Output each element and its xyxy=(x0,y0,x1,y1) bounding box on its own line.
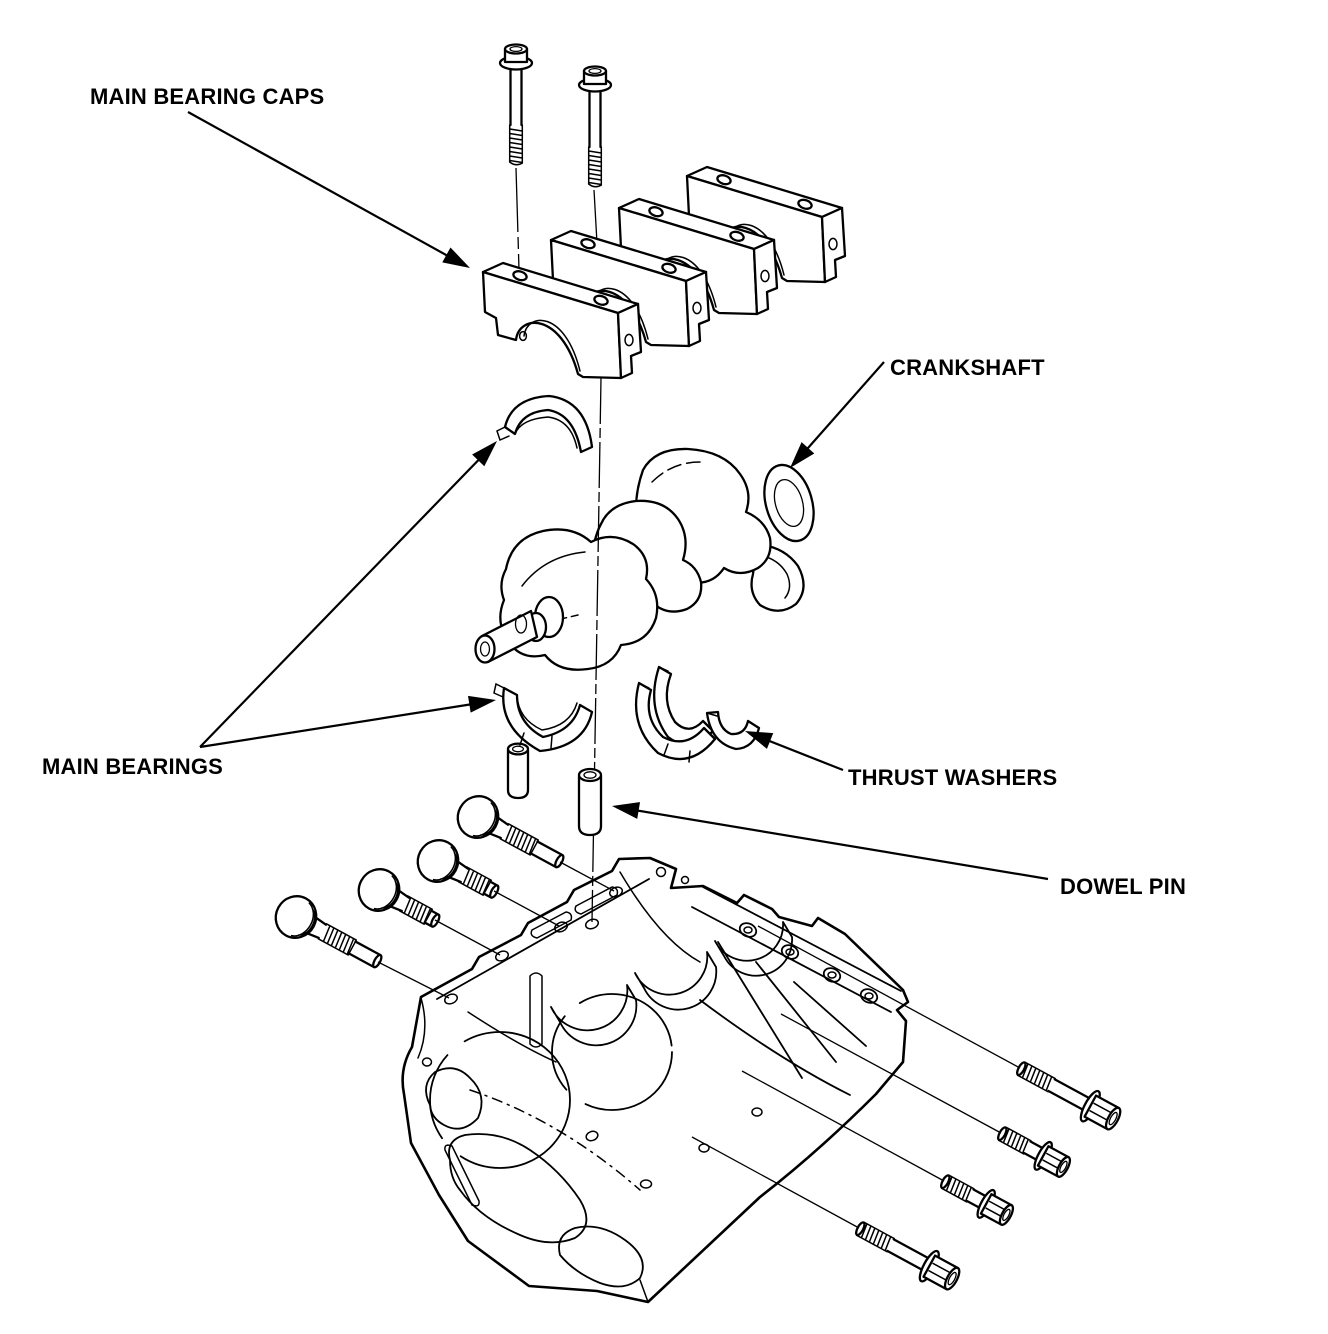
block-bolt-right-2 xyxy=(992,1119,1074,1183)
block-bolt-right-3 xyxy=(935,1167,1017,1231)
label-main-bearing-caps: MAIN BEARING CAPS xyxy=(90,84,325,109)
callout-arrows xyxy=(188,112,1048,879)
callout-labels xyxy=(42,84,1186,899)
block-bolt-right-1 xyxy=(1011,1052,1126,1135)
main-bearing-cap-bolt xyxy=(500,45,532,165)
crankshaft-illustration xyxy=(476,449,822,670)
label-dowel-pin: DOWEL PIN xyxy=(1060,874,1187,899)
main-bearing-upper-shell xyxy=(497,396,592,452)
block-bolt-left-2 xyxy=(410,833,506,911)
dowel-pin-center xyxy=(579,769,601,835)
engine-block-illustration xyxy=(403,858,908,1302)
block-bolt-right-4 xyxy=(850,1212,965,1295)
label-main-bearings: MAIN BEARINGS xyxy=(42,754,224,779)
dowel-pin-left xyxy=(508,744,528,798)
label-crankshaft: CRANKSHAFT xyxy=(890,355,1045,380)
label-thrust-washers: THRUST WASHERS xyxy=(848,765,1058,790)
main-bearing-lower-shell xyxy=(494,684,592,751)
thrust-washers-illustration xyxy=(636,667,759,762)
main-bearing-cap-bolt xyxy=(579,67,611,187)
